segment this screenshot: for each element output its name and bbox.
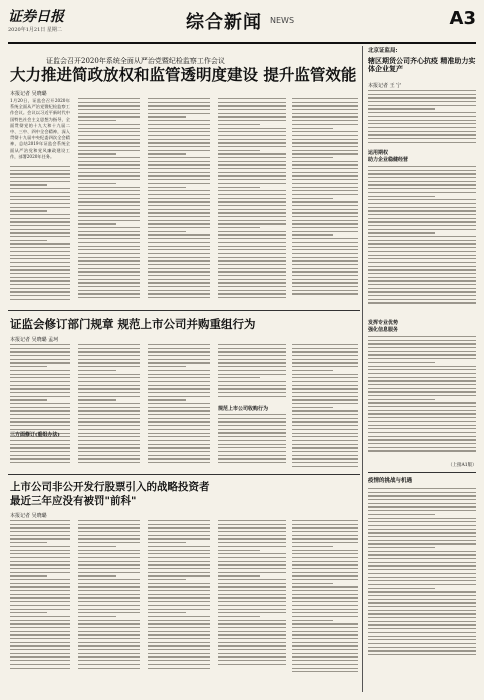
sidebar-col-4 — [368, 488, 476, 692]
second-sub-1: 三方面修订(重组办法) — [10, 432, 60, 438]
third-headline-line-1: 上市公司非公开发行股票引入的战略投资者 — [10, 481, 210, 493]
second-col-2 — [78, 344, 140, 468]
sidebar-item4-title: 疫情的挑战与机遇 — [368, 478, 413, 484]
lead-headline: 大力推进简政放权和监管透明度建设 提升监管效能 — [10, 65, 357, 84]
section-rule-2 — [8, 474, 360, 475]
lead-col-4 — [218, 98, 286, 306]
second-byline: 本报记者 吴晓璐 孟珂 — [10, 337, 59, 343]
section-rule-1 — [8, 310, 360, 311]
sidebar-item2-title: 运用期权 — [368, 150, 389, 156]
sidebar-col-3 — [368, 336, 476, 456]
lead-kicker: 证监会召开2020年系统全面从严治党暨纪检监察工作会议 — [46, 57, 225, 65]
section-title-en: NEWS — [270, 16, 295, 25]
third-headline-line-2: 最近三年应没有被罚"前科" — [10, 495, 137, 507]
lead-byline: 本报记者 吴晓璐 — [10, 91, 47, 97]
third-col-1 — [10, 520, 70, 692]
third-col-5 — [292, 520, 358, 692]
second-col-1b — [10, 440, 70, 468]
masthead — [8, 6, 476, 42]
lead-col-1 — [10, 166, 70, 306]
lead-col-5 — [292, 98, 358, 306]
third-col-2 — [78, 520, 140, 692]
second-col-4 — [218, 344, 286, 404]
second-headline: 证监会修订部门规章 规范上市公司并购重组行为 — [10, 317, 256, 331]
lead-intro: 1月20日，证监会召开2020年系统全面从严治党暨纪检监察工作会议。会议以习近平新时代中国特色社会主义思想为指导，全面贯彻党的十九大和十九届二中、三中、四中全会精神，深入贯彻十九届中央纪委四次全会精神，总结2019年证监会系统全面从严治党和党风廉政建设工作，部署2020年任务。 — [10, 98, 70, 159]
sidebar-col-1 — [368, 90, 476, 146]
lead-col-2 — [78, 98, 140, 306]
masthead-rule — [8, 42, 476, 44]
second-col-4b — [218, 414, 286, 468]
sidebar-item3-sub: 强化信息服务 — [368, 327, 399, 333]
second-col-3 — [148, 344, 210, 468]
sidebar-byline: 本报记者 王 宁 — [368, 83, 402, 89]
third-col-3 — [148, 520, 210, 692]
third-byline: 本报记者 吴晓璐 — [10, 513, 47, 519]
sidebar-item2-sub: 助力企业稳健经营 — [368, 157, 409, 163]
sidebar-item3-title: 发挥专业优势 — [368, 320, 399, 326]
second-sub-2: 规范上市公司收购行为 — [218, 406, 269, 412]
sidebar-rule — [368, 472, 476, 473]
newspaper-logo: 证券日报 — [8, 9, 64, 25]
sidebar-col-2 — [368, 166, 476, 314]
issue-date: 2020年1月21日 星期二 — [8, 27, 62, 33]
sidebar-headline: 辖区期货公司齐心抗疫 精准助力实体企业复产 — [368, 56, 476, 74]
sidebar-divider — [362, 46, 363, 692]
lead-col-3 — [148, 98, 210, 306]
sidebar-header: 北京证监局: — [368, 48, 398, 54]
section-title: 综合新闻 — [186, 12, 262, 33]
continuation-note: （上接A1版） — [448, 463, 477, 468]
second-col-5 — [292, 344, 358, 468]
third-col-4 — [218, 520, 286, 692]
page-number: A3 — [449, 8, 476, 29]
